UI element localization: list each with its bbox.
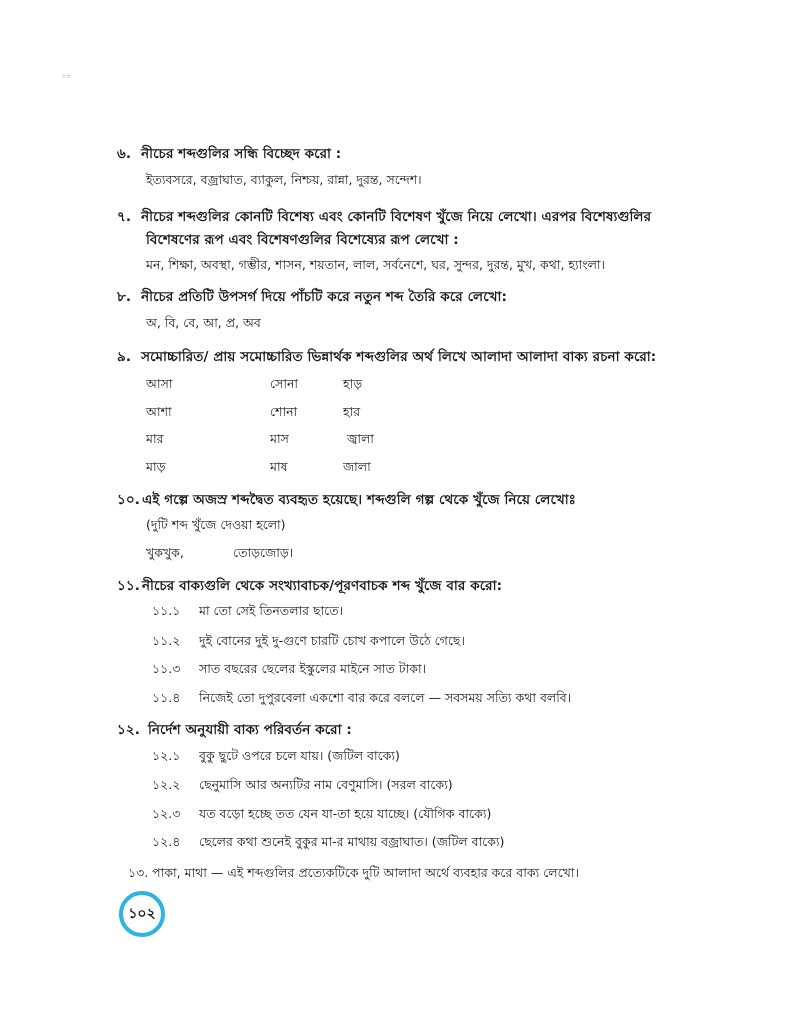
word-cell: সোনা: [270, 376, 299, 391]
question-10-title: [117, 489, 576, 512]
word-cell: মাড়: [146, 459, 166, 474]
question-10-note: (দুটি শব্দ খুঁজে দেওয়া হলো): [146, 517, 286, 532]
question-10-number: ১০.: [117, 492, 140, 508]
sub-item-number: ১২.১: [152, 748, 181, 763]
sub-item-text: বুকু ছুটে ওপরে চলে যায়। (জটিল বাক্যে): [199, 748, 400, 763]
sub-item-text: নিজেই তো দুপুরবেলা একশো বার করে বললে — সবসময় সত্যি কথা বলবি।: [199, 690, 572, 705]
sub-item-number: ১২.৩: [152, 806, 181, 821]
word-cell: মাস: [270, 431, 289, 446]
page-number-badge: [119, 891, 165, 937]
question-6-number: ৬.: [117, 146, 132, 162]
page-number: ১০২: [128, 906, 156, 922]
question-7-words: মন, শিক্ষা, অবস্থা, গম্ভীর, শাসন, শয়তান, লাল, সর্বনেশে, ঘর, সুন্দর, দুরন্ত, মুখ, কথা, হ্যাংলা।: [146, 257, 606, 272]
word-cell: জালা: [343, 459, 371, 474]
word-cell: জ্বালা: [347, 431, 374, 446]
question-8-prefixes: অ, বি, বে, আ, প্র, অব: [146, 315, 261, 330]
question-11-number: ১১.: [117, 578, 140, 594]
sub-item-text: সাত বছরের ছেলের ইস্কুলের মাইনে সাত টাকা।: [199, 661, 427, 676]
question-10-text: এই গল্পে অজস্র শব্দদ্বৈত ব্যবহৃত হয়েছে। শব্দগুলি গল্প থেকে খুঁজে নিয়ে লেখোঃ: [141, 492, 576, 508]
question-7-number: ৭.: [117, 209, 132, 225]
sub-item-text: মা তো সেই তিনতলার ছাতে।: [199, 603, 344, 618]
word-cell: শোনা: [270, 404, 298, 419]
sub-item-text: যত বড়ো হচ্ছে তত যেন যা-তা হয়ে যাচ্ছে। (যৌগিক বাক্যে): [199, 806, 492, 821]
question-8-number: ৮.: [117, 289, 132, 305]
question-9-text: সমোচ্চারিত/ প্রায় সমোচ্চারিত ভিন্নার্থক শব্দগুলির অর্থ লিখে আলাদা আলাদা বাক্য রচনা করো:: [141, 349, 657, 365]
question-12-number: ১২.: [117, 722, 140, 738]
question-6-title: [117, 143, 341, 166]
question-12-text: নির্দেশ অনুযায়ী বাক্য পরিবর্তন করো :: [147, 722, 352, 738]
word-cell: মার: [146, 431, 164, 446]
sub-item-number: ১২.২: [152, 777, 181, 792]
question-7-title: [117, 206, 651, 229]
word-cell: মাষ: [270, 459, 288, 474]
sub-item-text: দুই বোনের দুই দু-গুণে চারটি চোখ কপালে উঠে গেছে।: [199, 633, 465, 648]
question-6-words: ইত্যবসরে, বজ্রাঘাত, ব্যাকুল, নিশ্চয়, রান্না, দুরন্ত, সন্দেশ।: [146, 172, 422, 187]
question-8-text: নীচের প্রতিটি উপসর্গ দিয়ে পাঁচটি করে নতুন শব্দ তৈরি করে লেখো:: [141, 289, 508, 305]
question-11-text: নীচের বাক্যগুলি থেকে সংখ্যাবাচক/পূরণবাচক শব্দ খুঁজে বার করো:: [141, 578, 503, 594]
question-12-title: [117, 719, 352, 742]
question-6-text: নীচের শব্দগুলির সন্ধি বিচ্ছেদ করো :: [141, 146, 342, 162]
question-7-text-line1: নীচের শব্দগুলির কোনটি বিশেষ্য এবং কোনটি বিশেষণ খুঁজে নিয়ে লেখো। এরপর বিশেষ্যগুলির: [141, 209, 652, 225]
question-9-title: [117, 346, 656, 369]
question-8-title: [117, 286, 507, 309]
sub-item-text: ছেনুমাসি আর অন্যটির নাম বেণুমাসি। (সরল বাক্যে): [199, 777, 453, 792]
corner-mark: ৮৮: [62, 72, 72, 80]
question-9-number: ৯.: [117, 349, 132, 365]
sub-item-number: ১১.১: [152, 603, 181, 618]
question-11-title: [117, 575, 502, 598]
sub-item-number: ১২.৪: [152, 834, 181, 849]
sub-item-number: ১১.২: [152, 633, 181, 648]
question-7-text-line2: বিশেষণের রূপ এবং বিশেষণগুলির বিশেষ্যের রূপ লেখো :: [146, 232, 459, 248]
sub-item-number: ১১.৩: [152, 661, 181, 676]
sub-item-text: ছেলের কথা শুনেই বুকুর মা-র মাথায় বজ্রাঘাত। (জটিল বাক্যে): [199, 834, 505, 849]
question-13-text: ১৩. পাকা, মাথা — এই শব্দগুলির প্রত্যেকটিকে দুটি আলাদা অর্থে ব্যবহার করে বাক্য লেখো।: [128, 865, 579, 880]
word-cell: আশা: [146, 404, 172, 419]
sub-item-number: ১১.৪: [152, 690, 181, 705]
word-cell: আসা: [146, 376, 173, 391]
question-10-example-1: খুকখুক,: [146, 545, 184, 560]
word-cell: হাড়: [343, 376, 363, 391]
word-cell: হার: [343, 404, 361, 419]
question-10-example-2: তোড়জোড়।: [233, 545, 294, 560]
